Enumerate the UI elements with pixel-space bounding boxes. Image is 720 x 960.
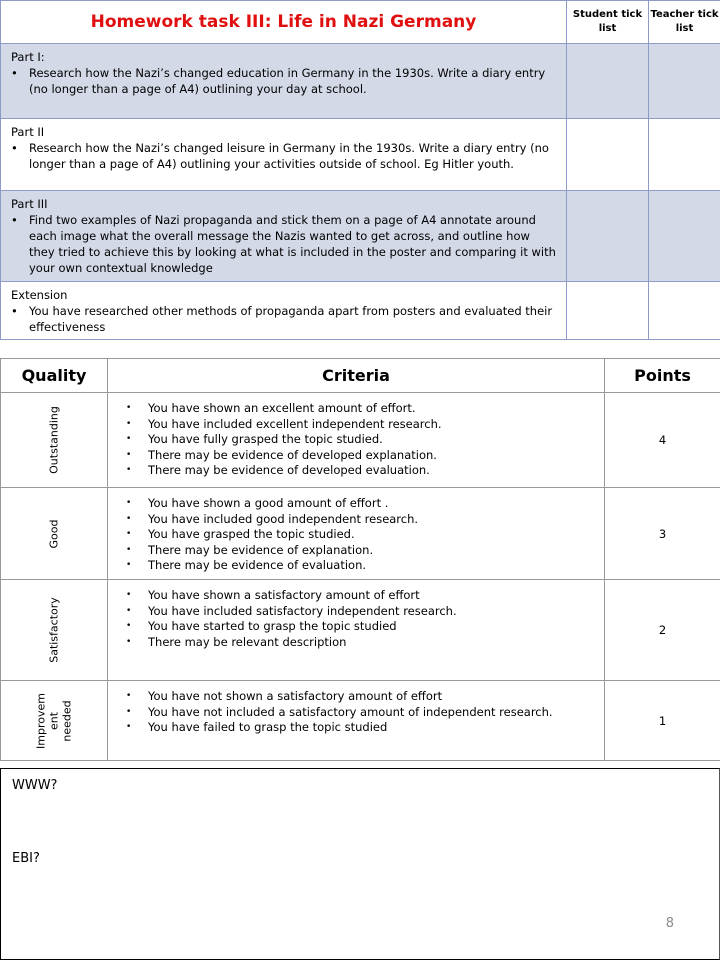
criteria-item: • There may be evidence of developed explanation.: [126, 448, 598, 464]
criteria-cell: [108, 488, 605, 580]
criteria-item: • There may be relevant description: [126, 635, 598, 651]
criteria-item: • There may be evidence of explanation.: [126, 543, 598, 559]
criteria-cell: [108, 580, 605, 681]
task-description: [1, 282, 567, 340]
quality-label: Outstanding: [47, 406, 61, 474]
quality-cell: [1, 393, 108, 488]
quality-cell: [1, 488, 108, 580]
quality-cell: [1, 580, 108, 681]
task-table-header-row: [1, 1, 720, 44]
student-tick-box[interactable]: [567, 44, 649, 119]
teacher-tick-box[interactable]: [649, 282, 720, 340]
feedback-box[interactable]: [0, 768, 720, 960]
quality-label: Good: [47, 519, 61, 548]
points-value: 2: [605, 580, 720, 681]
points-value: 3: [605, 488, 720, 580]
criteria-item: • You have failed to grasp the topic studied: [126, 720, 598, 736]
points-value: 4: [605, 393, 720, 488]
criteria-item: • You have shown a satisfactory amount of effort: [126, 588, 598, 604]
rubric-row-outstanding: [1, 393, 720, 488]
rubric-row-satisfactory: [1, 580, 720, 681]
www-label: WWW?: [12, 778, 58, 793]
task-row-part-3: [1, 191, 720, 282]
quality-label: [35, 693, 74, 749]
criteria-item: • You have started to grasp the topic studied: [126, 619, 598, 635]
task-part-label: Part II: [11, 125, 45, 139]
teacher-tick-list-header: Teacher tick list: [649, 1, 720, 44]
criteria-item: • There may be evidence of evaluation.: [126, 558, 598, 574]
student-tick-box[interactable]: [567, 191, 649, 282]
quality-header: Quality: [1, 359, 108, 393]
task-text: • You have researched other methods of propaganda apart from posters and evaluated their effectiveness: [11, 303, 558, 335]
student-tick-box[interactable]: [567, 282, 649, 340]
task-row-extension: [1, 282, 720, 340]
task-description: [1, 119, 567, 191]
task-row-part-1: [1, 44, 720, 119]
teacher-tick-box[interactable]: [649, 191, 720, 282]
criteria-item: • You have included satisfactory independent research.: [126, 604, 598, 620]
page-number: 8: [665, 916, 674, 931]
task-part-label: Extension: [11, 288, 68, 302]
criteria-item: • You have shown an excellent amount of effort.: [126, 401, 598, 417]
points-header: Points: [605, 359, 720, 393]
task-text: • Find two examples of Nazi propaganda and stick them on a page of A4 annotate around each image what the overall message the Nazis wanted to get across, and outline how they tried to achieve this by looking at what is included in the poster and comparing it with your own contextual knowledge: [11, 212, 558, 276]
task-row-part-2: [1, 119, 720, 191]
quality-label-line: ent: [47, 711, 61, 730]
rubric-row-improvement-needed: [1, 681, 720, 761]
points-value: 1: [605, 681, 720, 761]
criteria-header: Criteria: [108, 359, 605, 393]
homework-title: Homework task III: Life in Nazi Germany: [1, 1, 567, 44]
criteria-item: • You have shown a good amount of effort .: [126, 496, 598, 512]
task-text: • Research how the Nazi’s changed education in Germany in the 1930s. Write a diary entry (no longer than a page of A4) outlining your day at school.: [11, 65, 558, 97]
quality-label: Satisfactory: [47, 597, 61, 663]
criteria-item: • You have not shown a satisfactory amount of effort: [126, 689, 598, 705]
rubric-header-row: [1, 359, 720, 393]
rubric-row-good: [1, 488, 720, 580]
task-text: • Research how the Nazi’s changed leisure in Germany in the 1930s. Write a diary entry (no longer than a page of A4) outlining your activities outside of school. Eg Hitler youth.: [11, 140, 558, 172]
marking-rubric-table: [0, 358, 720, 761]
student-tick-box[interactable]: [567, 119, 649, 191]
task-description: [1, 44, 567, 119]
homework-task-table: [0, 0, 720, 340]
criteria-cell: [108, 393, 605, 488]
criteria-cell: [108, 681, 605, 761]
quality-label-line: needed: [60, 699, 74, 742]
criteria-item: • You have included good independent research.: [126, 512, 598, 528]
student-tick-list-header: Student tick list: [567, 1, 649, 44]
task-description: [1, 191, 567, 282]
quality-cell: [1, 681, 108, 761]
teacher-tick-box[interactable]: [649, 119, 720, 191]
teacher-tick-box[interactable]: [649, 44, 720, 119]
task-part-label: Part III: [11, 197, 48, 211]
criteria-item: • You have grasped the topic studied.: [126, 527, 598, 543]
task-part-label: Part I:: [11, 50, 45, 64]
criteria-item: • You have fully grasped the topic studied.: [126, 432, 598, 448]
ebi-label: EBI?: [12, 851, 40, 866]
criteria-item: • You have included excellent independent research.: [126, 417, 598, 433]
quality-label-line: Improvem: [34, 692, 48, 749]
criteria-item: • You have not included a satisfactory amount of independent research.: [126, 705, 598, 721]
criteria-item: • There may be evidence of developed evaluation.: [126, 463, 598, 479]
